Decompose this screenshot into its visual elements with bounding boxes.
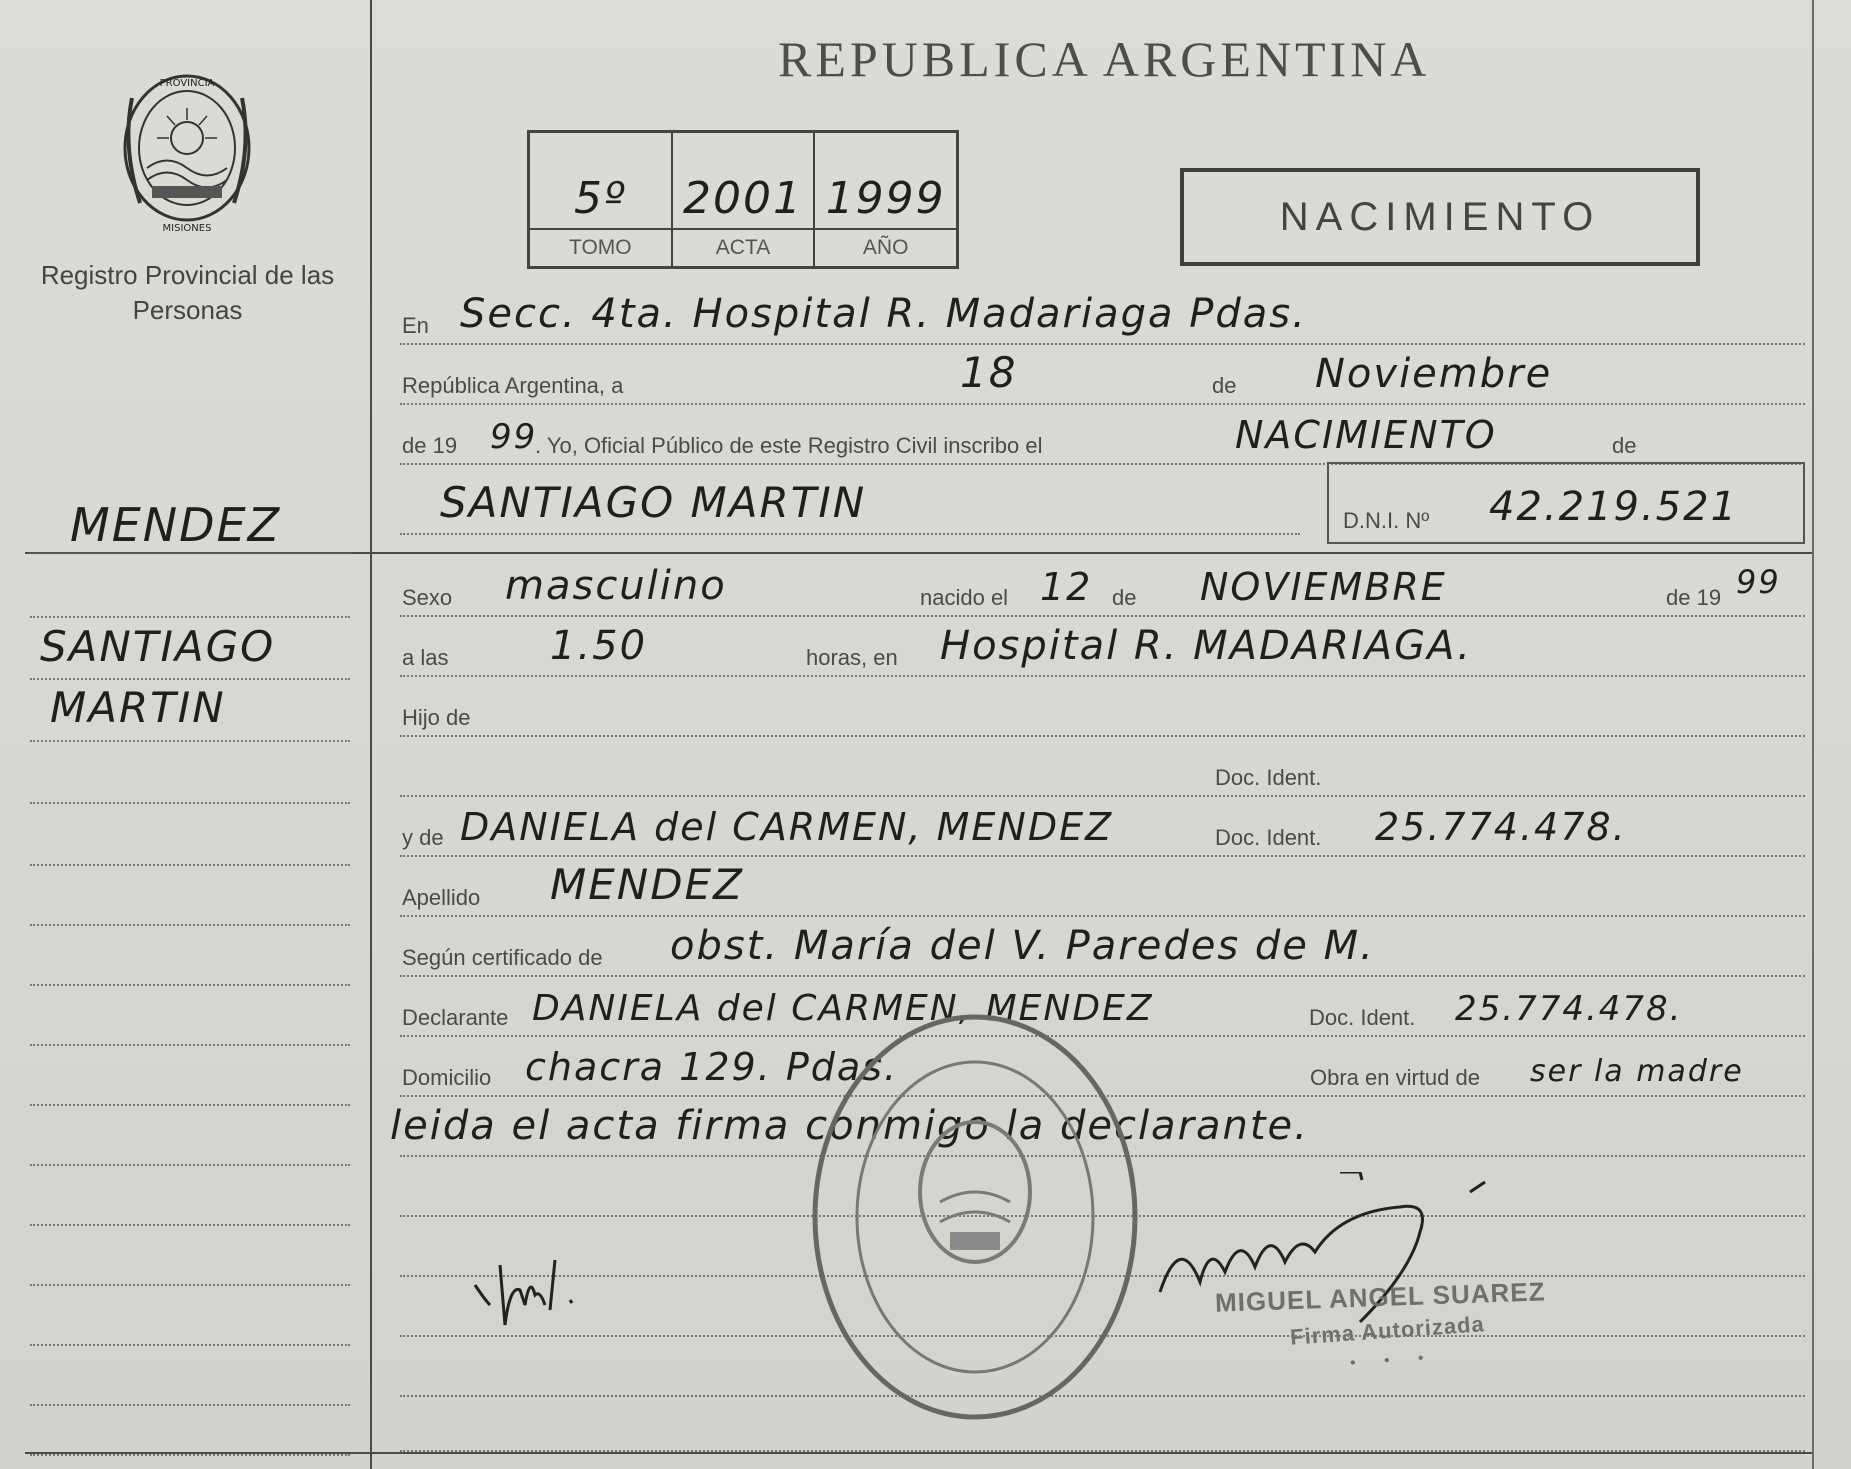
value-nacido-day: 12 bbox=[1040, 565, 1093, 609]
svg-text:PROVINCIA: PROVINCIA bbox=[159, 78, 215, 89]
acta-label: ACTA bbox=[673, 228, 814, 266]
acta-value: 2001 bbox=[683, 173, 803, 224]
official-stamp bbox=[800, 1002, 1150, 1432]
row-madre bbox=[400, 795, 1805, 857]
row-hijo-doc bbox=[400, 735, 1805, 797]
value-declarante: DANIELA del CARMEN, MENDEZ bbox=[532, 988, 1154, 1029]
sidebar-row bbox=[30, 1396, 350, 1456]
svg-text:MISIONES: MISIONES bbox=[162, 223, 212, 234]
divider-vertical bbox=[370, 0, 372, 1469]
value-sexo: masculino bbox=[505, 563, 727, 609]
sidebar-row bbox=[30, 1226, 350, 1286]
label-sexo: Sexo bbox=[402, 585, 453, 610]
value-dni: 42.219.521 bbox=[1489, 484, 1739, 530]
value-nacido-month: NOVIEMBRE bbox=[1200, 565, 1447, 609]
label-hijo: Hijo de bbox=[402, 705, 471, 730]
row-hora bbox=[400, 615, 1805, 677]
label-republica: República Argentina, a bbox=[402, 373, 624, 398]
label-nacido: nacido el bbox=[920, 585, 1009, 610]
value-en: Secc. 4ta. Hospital R. Madariaga Pdas. bbox=[460, 291, 1307, 337]
document-type-box: NACIMIENTO bbox=[1180, 168, 1700, 266]
value-nacido-year: 99 bbox=[1736, 563, 1781, 601]
value-anio: 99 bbox=[490, 417, 538, 457]
value-madre-doc: 25.774.478. bbox=[1375, 805, 1627, 849]
tomo-value: 5º bbox=[573, 173, 627, 224]
value-domicilio: chacra 129. Pdas. bbox=[525, 1045, 899, 1089]
anio-cell bbox=[815, 133, 956, 266]
label-hora: a las bbox=[402, 645, 449, 670]
value-madre: DANIELA del CARMEN, MENDEZ bbox=[460, 805, 1114, 849]
value-nombre: SANTIAGO MARTIN bbox=[440, 478, 867, 527]
value-obra: ser la madre bbox=[1530, 1054, 1744, 1089]
label-inscribo: . Yo, Oficial Público de este Registro Civil inscribo el bbox=[535, 433, 1043, 458]
anio-value: 1999 bbox=[825, 173, 946, 224]
value-certificado: obst. María del V. Paredes de M. bbox=[670, 923, 1375, 969]
label-apellido: Apellido bbox=[402, 885, 481, 910]
anio-label: AÑO bbox=[815, 228, 956, 266]
value-lugar: Hospital R. MADARIAGA. bbox=[940, 623, 1472, 669]
registry-label: Registro Provincial de las Personas bbox=[40, 260, 335, 325]
label-dni: D.N.I. Nº bbox=[1343, 508, 1430, 533]
sidebar-row bbox=[30, 682, 350, 742]
value-acto: NACIMIENTO bbox=[1235, 413, 1497, 457]
row-certificado bbox=[400, 915, 1805, 977]
label-madre-doc: Doc. Ident. bbox=[1215, 825, 1322, 850]
row-sexo bbox=[400, 555, 1805, 617]
value-declarante-doc: 25.774.478. bbox=[1455, 989, 1683, 1029]
row-apellido bbox=[400, 855, 1805, 917]
label-nacido-year: de 19 bbox=[1666, 585, 1722, 610]
sidebar-row bbox=[30, 986, 350, 1046]
row-en bbox=[400, 283, 1805, 345]
row-republica bbox=[400, 343, 1805, 405]
label-horas-en: horas, en bbox=[806, 645, 898, 670]
province-seal-logo bbox=[112, 68, 262, 238]
label-domicilio: Domicilio bbox=[402, 1065, 492, 1090]
label-hijo-doc: Doc. Ident. bbox=[1215, 765, 1322, 790]
divider-right bbox=[1812, 0, 1814, 1469]
sidebar-row bbox=[30, 1286, 350, 1346]
label-declarante: Declarante bbox=[402, 1005, 509, 1030]
initials-signature bbox=[470, 1245, 610, 1335]
dni-box bbox=[1327, 462, 1805, 544]
sidebar-surname: MENDEZ bbox=[70, 498, 282, 552]
sidebar-row bbox=[30, 558, 350, 618]
country-title: REPUBLICA ARGENTINA bbox=[778, 31, 1431, 87]
label-obra: Obra en virtud de bbox=[1310, 1065, 1480, 1090]
sidebar-row bbox=[30, 1106, 350, 1166]
sidebar-row bbox=[30, 1046, 350, 1106]
sidebar-given-name-2: MARTIN bbox=[50, 683, 226, 732]
label-acto-de: de bbox=[1612, 433, 1637, 458]
sidebar-row bbox=[30, 926, 350, 986]
value-day: 18 bbox=[960, 348, 1018, 397]
sidebar-given-name-1: SANTIAGO bbox=[40, 622, 276, 671]
label-nacido-de: de bbox=[1112, 585, 1137, 610]
label-de: de bbox=[1212, 373, 1237, 398]
sidebar-row bbox=[30, 1166, 350, 1226]
signature-dots: • • • bbox=[1349, 1349, 1437, 1372]
label-anio-prefix: de 19 bbox=[402, 433, 458, 458]
sidebar-row bbox=[30, 744, 350, 804]
label-certificado: Según certificado de bbox=[402, 945, 603, 970]
row-nombre bbox=[400, 473, 1300, 535]
sidebar-row bbox=[30, 806, 350, 866]
signature-name: MIGUEL ANGEL SUAREZ bbox=[1214, 1276, 1546, 1318]
label-declarante-doc: Doc. Ident. bbox=[1309, 1005, 1416, 1030]
label-madre: y de bbox=[402, 825, 444, 850]
sidebar-surname-rule bbox=[28, 552, 353, 554]
sidebar-row bbox=[30, 620, 350, 680]
tomo-cell bbox=[530, 133, 673, 266]
registration-table bbox=[527, 130, 959, 269]
row-anio bbox=[400, 403, 1805, 465]
value-month: Noviembre bbox=[1315, 351, 1553, 397]
sidebar-row bbox=[30, 866, 350, 926]
value-apellido: MENDEZ bbox=[550, 860, 744, 909]
row-hijo bbox=[400, 675, 1805, 737]
label-en: En bbox=[402, 313, 429, 338]
value-hora: 1.50 bbox=[550, 623, 648, 669]
signature-role: Firma Autorizada bbox=[1289, 1311, 1486, 1350]
tomo-label: TOMO bbox=[530, 228, 671, 266]
acta-cell bbox=[673, 133, 816, 266]
value-nota: leida el acta firma conmigo la declarante. bbox=[390, 1103, 1309, 1149]
